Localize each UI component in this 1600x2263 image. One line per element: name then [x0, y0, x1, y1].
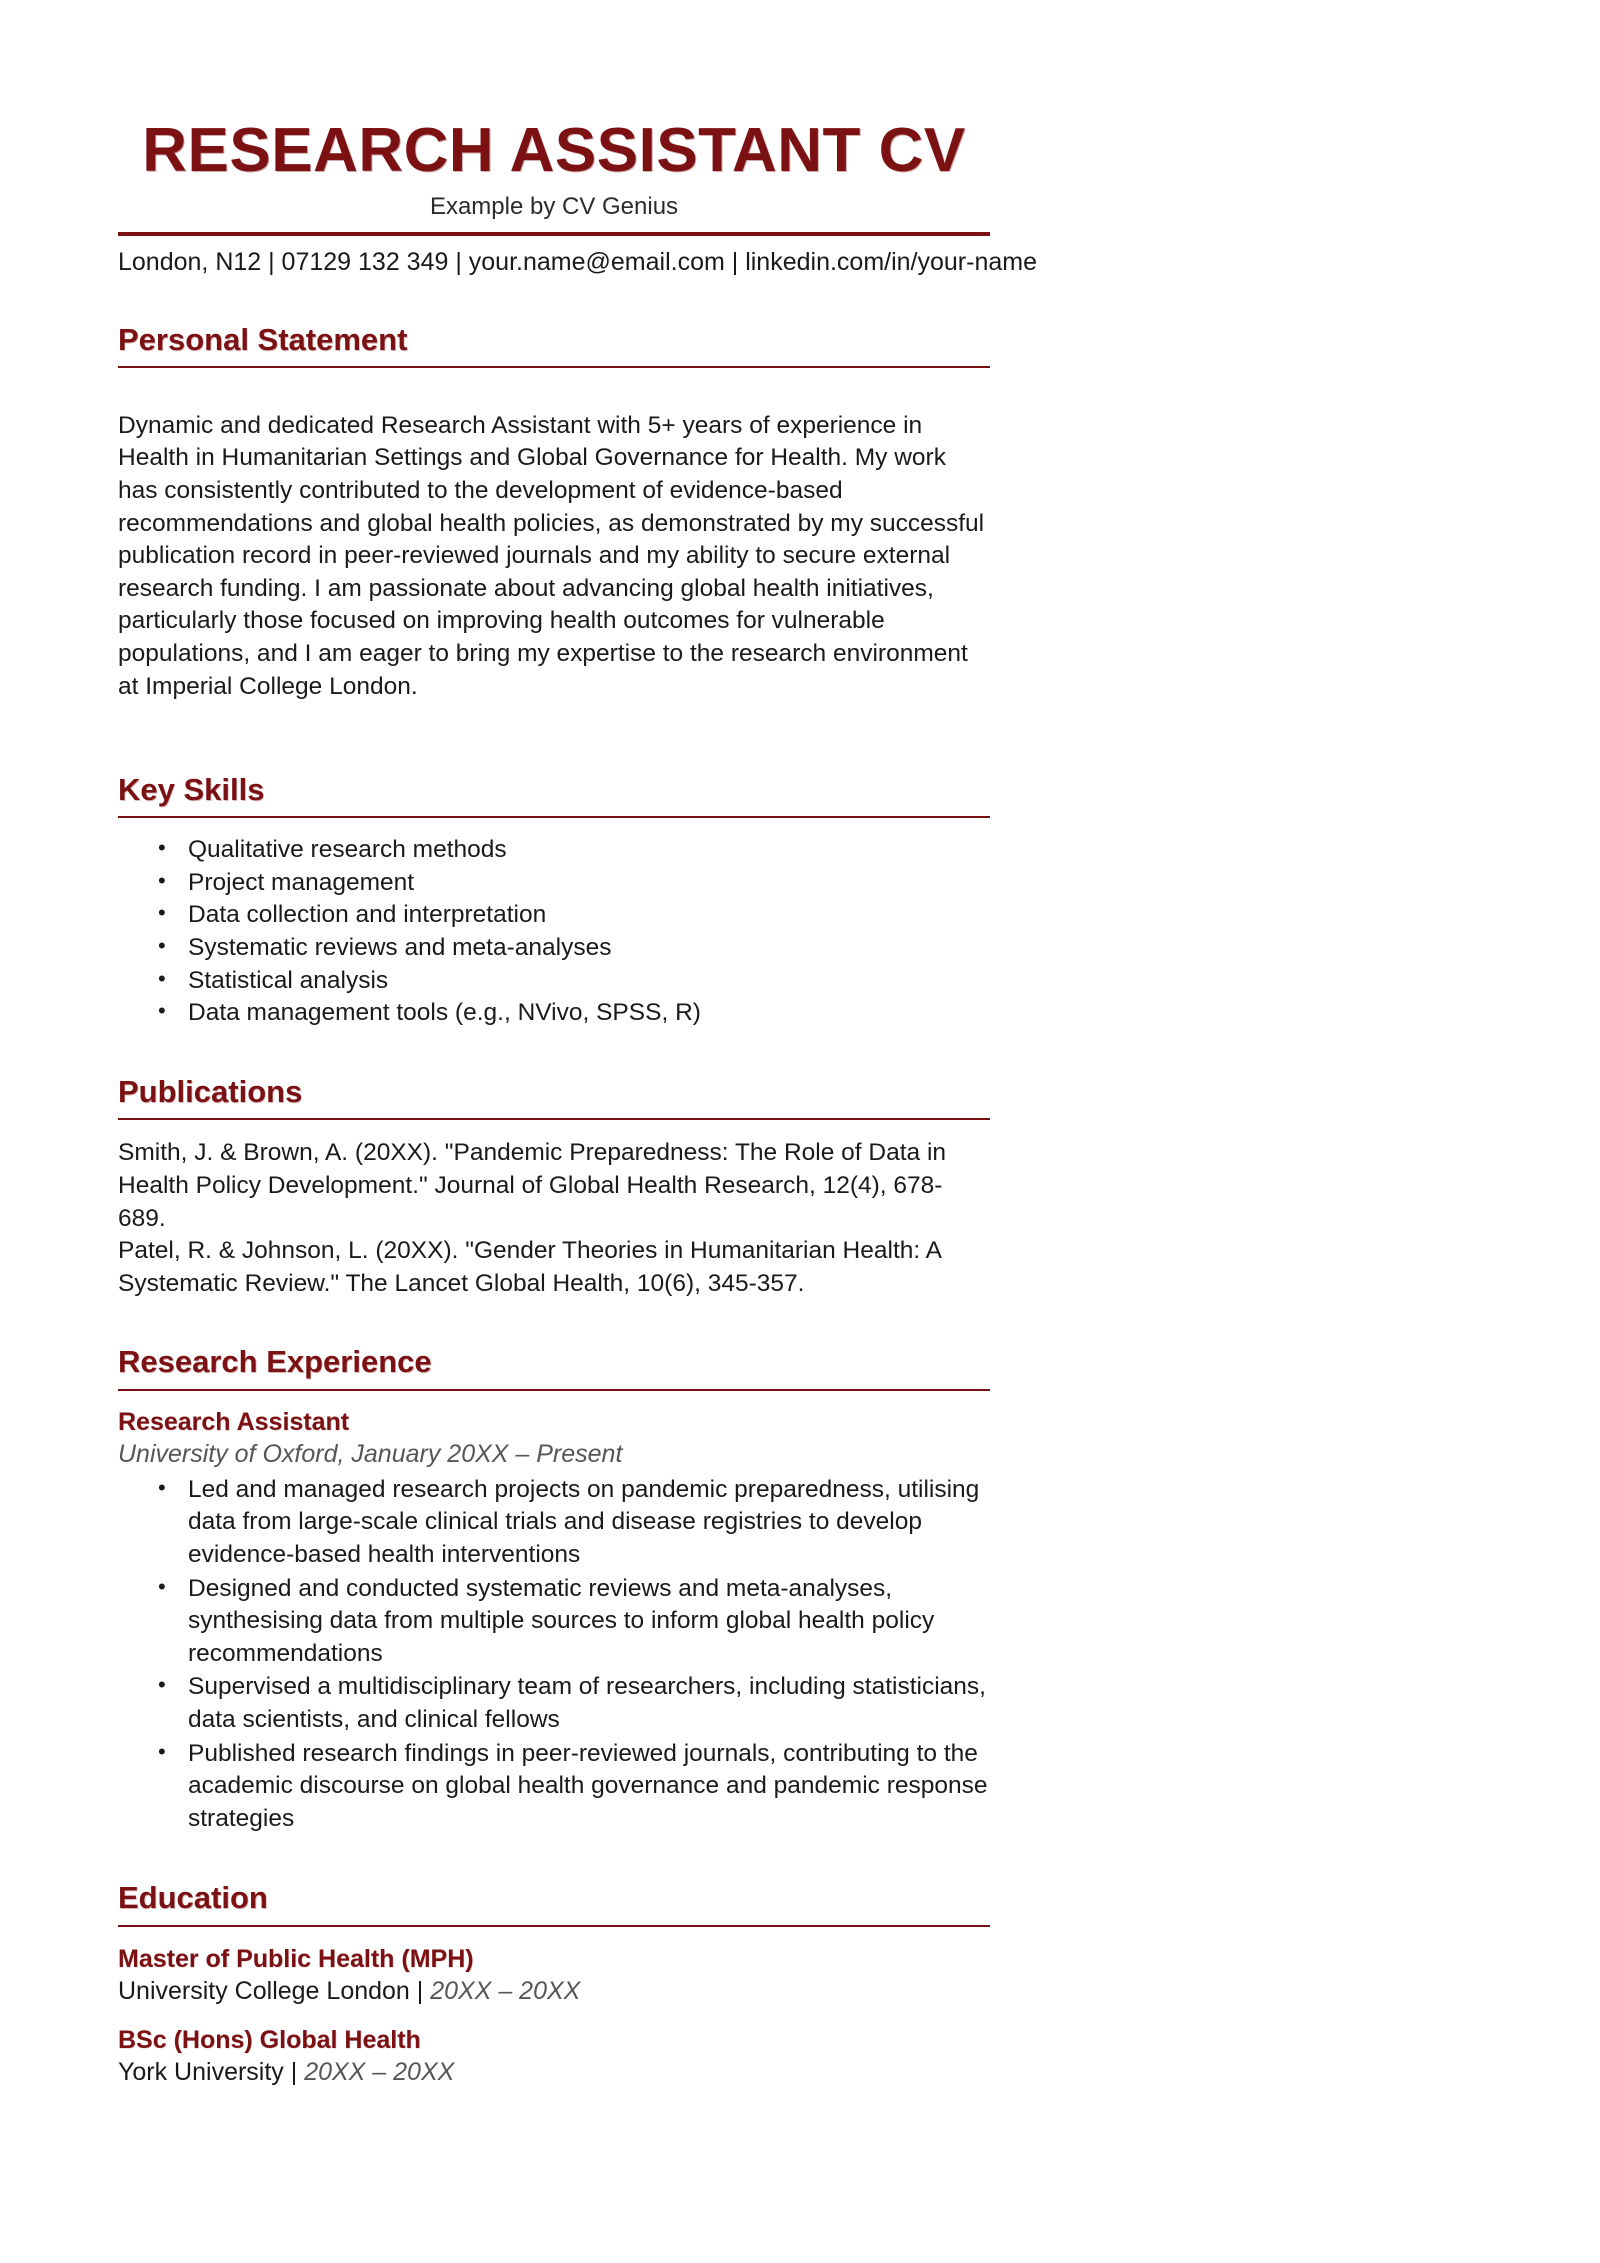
section-research-experience — [118, 1300, 990, 1835]
education-school-name: York University | — [118, 2058, 305, 2087]
section-heading-research-experience: Research Experience — [118, 1344, 432, 1380]
list-item: • Project management — [118, 867, 990, 900]
list-item: • Qualitative research methods — [118, 834, 990, 867]
job-employer-dates: University of Oxford, January 20XX – Present — [118, 1440, 623, 1469]
cv-content-area — [118, 0, 1037, 2088]
publication-entry: Patel, R. & Johnson, L. (20XX). "Gender Theories in Humanitarian Health: A Systematic Review." The Lancet Global Health, 10(6), 345-357. — [118, 1237, 941, 1297]
contact-line: London, N12 | 07129 132 349 | your.name@email.com | linkedin.com/in/your-name — [118, 247, 1037, 276]
list-item: • Systematic reviews and meta-analyses — [118, 932, 990, 965]
publications-list — [118, 1120, 990, 1300]
section-education — [118, 1836, 990, 2088]
section-divider — [118, 366, 990, 368]
cv-header — [118, 0, 1037, 278]
list-item: • Data collection and interpretation — [118, 899, 990, 932]
section-heading-key-skills: Key Skills — [118, 771, 265, 807]
job-title: Research Assistant — [118, 1407, 350, 1436]
education-dates: 20XX – 20XX — [304, 2058, 455, 2087]
education-school — [118, 1974, 990, 2007]
list-item: • Published research findings in peer-reviewed journals, contributing to the academic discourse on global health governance and pandemic response strategies — [118, 1738, 990, 1836]
education-degree: BSc (Hons) Global Health — [118, 2025, 421, 2054]
education-school-name: University College London | — [118, 1977, 431, 2006]
job-responsibilities-list — [118, 1470, 990, 1835]
section-personal-statement — [118, 278, 990, 703]
education-degree: Master of Public Health (MPH) — [118, 1944, 474, 1973]
personal-statement-text: Dynamic and dedicated Research Assistant with 5+ years of experience in Health in Humanitarian Settings and Global Governance for Health. My work has consistently contributed to the development of evidence-based recommendations and global health policies, as demonstrated by my successful publication record in peer-reviewed journals and my ability to secure external research funding. I am passionate about advancing global health initiatives, particularly those focused on improving health outcomes for vulnerable populations, and I am eager to bring my expertise to the research environment at Imperial College London. — [118, 411, 985, 700]
list-item: • Led and managed research projects on pandemic preparedness, utilising data from large-scale clinical trials and disease registries to develop evidence-based health interventions — [118, 1474, 990, 1572]
publication-entry: Smith, J. & Brown, A. (20XX). "Pandemic Preparedness: The Role of Data in Health Policy Development." Journal of Global Health Research, 12(4), 678-689. — [118, 1139, 947, 1232]
education-entry — [118, 2008, 990, 2089]
education-school — [118, 2055, 990, 2088]
list-item: • Designed and conducted systematic reviews and meta-analyses, synthesising data from multiple sources to inform global health policy recommendations — [118, 1573, 990, 1671]
list-item: • Data management tools (e.g., NVivo, SPSS, R) — [118, 997, 990, 1030]
section-heading-personal-statement: Personal Statement — [118, 321, 408, 357]
section-heading-education: Education — [118, 1880, 268, 1916]
page-subtitle: Example by CV Genius — [429, 192, 679, 220]
list-item: • Statistical analysis — [118, 965, 990, 998]
experience-entry — [118, 1391, 990, 1835]
list-item: • Supervised a multidisciplinary team of researchers, including statisticians, data scientists, and clinical fellows — [118, 1671, 990, 1736]
section-publications — [118, 1030, 990, 1301]
education-dates: 20XX – 20XX — [430, 1977, 581, 2006]
key-skills-list — [118, 818, 990, 1029]
education-entry — [118, 1927, 990, 2008]
page-title: RESEARCH ASSISTANT CV — [142, 116, 966, 185]
section-key-skills — [118, 728, 990, 1030]
section-heading-publications: Publications — [118, 1073, 303, 1109]
